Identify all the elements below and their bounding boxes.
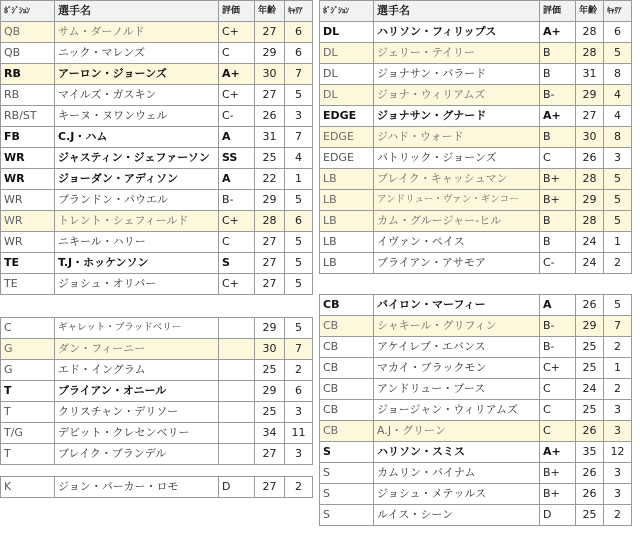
player-position: FB	[1, 127, 55, 148]
player-position: EDGE	[320, 106, 374, 127]
player-position: DL	[320, 43, 374, 64]
header-grade: 評価	[219, 1, 255, 22]
line-table	[0, 317, 313, 465]
player-row	[320, 148, 632, 169]
player-row	[1, 423, 313, 444]
header-career: ｷｬﾘｱ	[285, 1, 313, 22]
player-row	[320, 43, 632, 64]
player-grade: C-	[219, 106, 255, 127]
player-age: 25	[576, 505, 604, 526]
player-position: CB	[320, 358, 374, 379]
player-age: 29	[255, 318, 285, 339]
player-name: ギャレット・ブラッドベリー	[55, 318, 219, 339]
player-grade: B+	[540, 190, 576, 211]
player-row	[320, 22, 632, 43]
player-grade: A+	[540, 22, 576, 43]
player-career: 3	[604, 421, 632, 442]
player-age: 26	[576, 484, 604, 505]
player-name: カム・グルージャー-ヒル	[374, 211, 540, 232]
player-position: LB	[320, 190, 374, 211]
player-career: 6	[285, 381, 313, 402]
player-career: 3	[604, 484, 632, 505]
player-career: 5	[604, 211, 632, 232]
player-career: 4	[285, 148, 313, 169]
player-position: RB/ST	[1, 106, 55, 127]
player-age: 29	[576, 85, 604, 106]
player-position: WR	[1, 232, 55, 253]
player-row	[1, 318, 313, 339]
player-age: 29	[255, 381, 285, 402]
player-grade: B-	[540, 337, 576, 358]
player-name: ジハド・ウォード	[374, 127, 540, 148]
player-grade: C	[540, 379, 576, 400]
player-row	[1, 339, 313, 360]
player-grade: C	[219, 232, 255, 253]
player-row	[320, 484, 632, 505]
player-career: 5	[604, 43, 632, 64]
player-position: CB	[320, 379, 374, 400]
player-name: アケイレブ・エバンス	[374, 337, 540, 358]
player-age: 27	[255, 232, 285, 253]
player-grade: C	[540, 148, 576, 169]
player-name: ブレイク・キャッシュマン	[374, 169, 540, 190]
player-name: ジャスティン・ジェファーソン	[55, 148, 219, 169]
player-name: ブレイク・ブランデル	[55, 444, 219, 465]
player-grade: B-	[540, 85, 576, 106]
player-age: 27	[255, 22, 285, 43]
player-name: マイルズ・ガスキン	[55, 85, 219, 106]
player-age: 25	[576, 337, 604, 358]
player-row	[1, 85, 313, 106]
player-position: S	[320, 463, 374, 484]
player-age: 27	[255, 444, 285, 465]
player-grade: C+	[219, 274, 255, 295]
player-name: ルイス・シーン	[374, 505, 540, 526]
secondary-table	[319, 294, 632, 526]
player-age: 27	[255, 477, 285, 498]
player-position: T	[1, 444, 55, 465]
header-player-name: 選手名	[55, 1, 219, 22]
player-name: マカイ・ブラックモン	[374, 358, 540, 379]
player-name: ハリソン・フィリップス	[374, 22, 540, 43]
player-career: 3	[285, 402, 313, 423]
player-grade: D	[219, 477, 255, 498]
player-career: 6	[285, 22, 313, 43]
player-name: ジョージャン・ウィリアムズ	[374, 400, 540, 421]
offense-table	[0, 0, 313, 295]
player-age: 29	[255, 190, 285, 211]
player-career: 3	[604, 148, 632, 169]
player-name: アンドリュー・ブース	[374, 379, 540, 400]
player-career: 3	[285, 444, 313, 465]
player-name: カムリン・バイナム	[374, 463, 540, 484]
player-name: ハリソン・スミス	[374, 442, 540, 463]
player-position: RB	[1, 64, 55, 85]
player-age: 26	[255, 106, 285, 127]
player-name: エド・イングラム	[55, 360, 219, 381]
player-position: QB	[1, 22, 55, 43]
player-age: 29	[576, 316, 604, 337]
player-grade: A	[219, 169, 255, 190]
player-row	[320, 64, 632, 85]
header-row	[1, 1, 313, 22]
defense-table	[319, 0, 632, 274]
player-row	[1, 444, 313, 465]
player-row	[320, 106, 632, 127]
player-name: アンドリュー・ヴァン・ギンコー	[374, 190, 540, 211]
player-age: 35	[576, 442, 604, 463]
player-career: 6	[604, 22, 632, 43]
header-position: ﾎﾟｼﾞｼｮﾝ	[320, 1, 374, 22]
player-name: ジョシュ・オリバー	[55, 274, 219, 295]
player-position: T	[1, 381, 55, 402]
player-age: 28	[576, 169, 604, 190]
player-age: 28	[576, 22, 604, 43]
player-age: 27	[255, 274, 285, 295]
player-position: TE	[1, 253, 55, 274]
player-grade: C	[219, 43, 255, 64]
player-age: 24	[576, 232, 604, 253]
player-row	[1, 274, 313, 295]
player-name: A.J・グリーン	[374, 421, 540, 442]
player-name: ニキール・ハリー	[55, 232, 219, 253]
player-age: 25	[255, 402, 285, 423]
header-age: 年齢	[255, 1, 285, 22]
player-row	[1, 169, 313, 190]
kicker-table	[0, 476, 313, 498]
player-grade: C+	[219, 211, 255, 232]
player-position: LB	[320, 232, 374, 253]
player-grade: B+	[540, 169, 576, 190]
player-age: 28	[576, 211, 604, 232]
player-name: トレント・シェフィールド	[55, 211, 219, 232]
player-grade: S	[219, 253, 255, 274]
player-row	[1, 211, 313, 232]
player-career: 7	[285, 127, 313, 148]
player-career: 2	[604, 253, 632, 274]
player-grade: C	[540, 400, 576, 421]
player-age: 26	[576, 295, 604, 316]
player-row	[320, 442, 632, 463]
player-row	[1, 64, 313, 85]
player-career: 1	[285, 169, 313, 190]
player-position: G	[1, 360, 55, 381]
player-grade: B	[540, 64, 576, 85]
player-position: CB	[320, 400, 374, 421]
header-grade: 評価	[540, 1, 576, 22]
player-grade: B+	[540, 463, 576, 484]
player-position: S	[320, 484, 374, 505]
header-career: ｷｬﾘｱ	[604, 1, 632, 22]
player-row	[320, 295, 632, 316]
player-age: 27	[576, 106, 604, 127]
player-position: WR	[1, 148, 55, 169]
player-name: アーロン・ジョーンズ	[55, 64, 219, 85]
player-grade	[219, 402, 255, 423]
player-career: 4	[604, 85, 632, 106]
player-row	[320, 505, 632, 526]
player-name: ジョナサン・グナード	[374, 106, 540, 127]
player-name: ジョナサン・バラード	[374, 64, 540, 85]
player-name: イヴァン・ペイス	[374, 232, 540, 253]
player-row	[320, 400, 632, 421]
player-career: 4	[604, 106, 632, 127]
player-position: CB	[320, 316, 374, 337]
player-career: 5	[285, 318, 313, 339]
player-age: 31	[255, 127, 285, 148]
player-position: TE	[1, 274, 55, 295]
player-position: C	[1, 318, 55, 339]
player-name: キーヌ・ヌワンウェル	[55, 106, 219, 127]
player-position: CB	[320, 295, 374, 316]
player-row	[1, 127, 313, 148]
player-career: 5	[604, 295, 632, 316]
player-row	[320, 253, 632, 274]
player-row	[320, 337, 632, 358]
player-row	[320, 316, 632, 337]
player-row	[1, 22, 313, 43]
player-name: ジョシュ・メテッルス	[374, 484, 540, 505]
player-grade	[219, 381, 255, 402]
player-name: ジョン・パーカー・ロモ	[55, 477, 219, 498]
player-career: 5	[285, 85, 313, 106]
player-grade	[219, 360, 255, 381]
player-age: 27	[255, 253, 285, 274]
player-name: ジョナ・ウィリアムズ	[374, 85, 540, 106]
player-career: 6	[285, 211, 313, 232]
player-position: S	[320, 505, 374, 526]
player-age: 30	[576, 127, 604, 148]
player-name: ダン・フィーニー	[55, 339, 219, 360]
player-row	[320, 232, 632, 253]
player-name: サム・ダーノルド	[55, 22, 219, 43]
player-grade: B+	[540, 484, 576, 505]
player-career: 5	[285, 190, 313, 211]
player-row	[320, 358, 632, 379]
player-career: 11	[285, 423, 313, 444]
player-age: 30	[255, 339, 285, 360]
player-position: WR	[1, 190, 55, 211]
player-row	[320, 379, 632, 400]
header-row	[320, 1, 632, 22]
player-grade: C+	[219, 22, 255, 43]
header-position: ﾎﾟｼﾞｼｮﾝ	[1, 1, 55, 22]
player-position: EDGE	[320, 148, 374, 169]
player-grade: A+	[540, 442, 576, 463]
player-row	[320, 211, 632, 232]
player-career: 5	[604, 169, 632, 190]
player-career: 7	[285, 339, 313, 360]
player-age: 25	[576, 358, 604, 379]
player-age: 30	[255, 64, 285, 85]
player-grade: SS	[219, 148, 255, 169]
player-name: ブライアン・アサモア	[374, 253, 540, 274]
player-row	[1, 43, 313, 64]
player-career: 7	[285, 64, 313, 85]
player-position: G	[1, 339, 55, 360]
player-career: 8	[604, 127, 632, 148]
player-age: 24	[576, 379, 604, 400]
player-row	[1, 381, 313, 402]
player-grade: B	[540, 232, 576, 253]
player-position: RB	[1, 85, 55, 106]
player-age: 29	[255, 43, 285, 64]
player-grade	[219, 339, 255, 360]
player-age: 28	[576, 43, 604, 64]
player-career: 6	[285, 43, 313, 64]
player-career: 5	[285, 253, 313, 274]
player-grade: B	[540, 211, 576, 232]
player-row	[320, 463, 632, 484]
player-age: 25	[255, 148, 285, 169]
player-row	[320, 190, 632, 211]
player-age: 26	[576, 463, 604, 484]
player-grade: B-	[219, 190, 255, 211]
player-position: DL	[320, 22, 374, 43]
player-name: C.J・ハム	[55, 127, 219, 148]
player-age: 25	[576, 400, 604, 421]
player-row	[320, 169, 632, 190]
player-row	[1, 190, 313, 211]
player-career: 1	[604, 232, 632, 253]
player-position: S	[320, 442, 374, 463]
player-career: 5	[285, 274, 313, 295]
player-row	[320, 127, 632, 148]
player-position: WR	[1, 169, 55, 190]
player-grade: B-	[540, 316, 576, 337]
player-name: ニック・マレンズ	[55, 43, 219, 64]
player-row	[1, 232, 313, 253]
player-age: 24	[576, 253, 604, 274]
player-grade: A+	[540, 106, 576, 127]
player-name: パトリック・ジョーンズ	[374, 148, 540, 169]
player-name: ブライアン・オニール	[55, 381, 219, 402]
player-age: 26	[576, 421, 604, 442]
player-grade	[219, 444, 255, 465]
player-name: デビット・クレセンベリー	[55, 423, 219, 444]
player-name: ブランドン・パウエル	[55, 190, 219, 211]
player-grade: B	[540, 43, 576, 64]
player-position: T	[1, 402, 55, 423]
player-position: T/G	[1, 423, 55, 444]
player-row	[1, 402, 313, 423]
header-age: 年齢	[576, 1, 604, 22]
player-career: 2	[604, 337, 632, 358]
player-grade: C	[540, 421, 576, 442]
player-row	[320, 421, 632, 442]
player-position: LB	[320, 169, 374, 190]
player-position: LB	[320, 211, 374, 232]
player-position: DL	[320, 64, 374, 85]
player-row	[1, 106, 313, 127]
player-name: シャキール・グリフィン	[374, 316, 540, 337]
player-position: K	[1, 477, 55, 498]
player-career: 3	[604, 400, 632, 421]
player-position: CB	[320, 337, 374, 358]
player-row	[1, 360, 313, 381]
player-position: DL	[320, 85, 374, 106]
player-grade	[219, 318, 255, 339]
player-row	[1, 148, 313, 169]
player-career: 5	[285, 232, 313, 253]
player-position: CB	[320, 421, 374, 442]
player-career: 12	[604, 442, 632, 463]
player-career: 1	[604, 358, 632, 379]
player-career: 3	[285, 106, 313, 127]
player-age: 31	[576, 64, 604, 85]
player-grade	[219, 423, 255, 444]
player-row	[1, 253, 313, 274]
player-career: 2	[285, 360, 313, 381]
player-career: 2	[604, 379, 632, 400]
player-age: 28	[255, 211, 285, 232]
player-position: QB	[1, 43, 55, 64]
player-grade: D	[540, 505, 576, 526]
player-career: 3	[604, 463, 632, 484]
player-career: 2	[604, 505, 632, 526]
player-position: LB	[320, 253, 374, 274]
player-row	[320, 85, 632, 106]
player-grade: A+	[219, 64, 255, 85]
player-name: クリスチャン・デリソー	[55, 402, 219, 423]
player-position: WR	[1, 211, 55, 232]
player-age: 29	[576, 190, 604, 211]
player-career: 8	[604, 64, 632, 85]
player-career: 7	[604, 316, 632, 337]
player-career: 5	[604, 190, 632, 211]
player-name: ジョーダン・アディソン	[55, 169, 219, 190]
player-age: 25	[255, 360, 285, 381]
player-age: 26	[576, 148, 604, 169]
player-name: T.J・ホッケンソン	[55, 253, 219, 274]
player-grade: B	[540, 127, 576, 148]
player-name: バイロン・マーフィー	[374, 295, 540, 316]
player-age: 34	[255, 423, 285, 444]
player-career: 2	[285, 477, 313, 498]
player-grade: C-	[540, 253, 576, 274]
player-grade: A	[540, 295, 576, 316]
player-grade: A	[219, 127, 255, 148]
player-position: EDGE	[320, 127, 374, 148]
player-age: 27	[255, 85, 285, 106]
player-grade: C+	[219, 85, 255, 106]
player-name: ジェリー・テイリー	[374, 43, 540, 64]
player-grade: C+	[540, 358, 576, 379]
player-row	[1, 477, 313, 498]
player-age: 22	[255, 169, 285, 190]
header-player-name: 選手名	[374, 1, 540, 22]
